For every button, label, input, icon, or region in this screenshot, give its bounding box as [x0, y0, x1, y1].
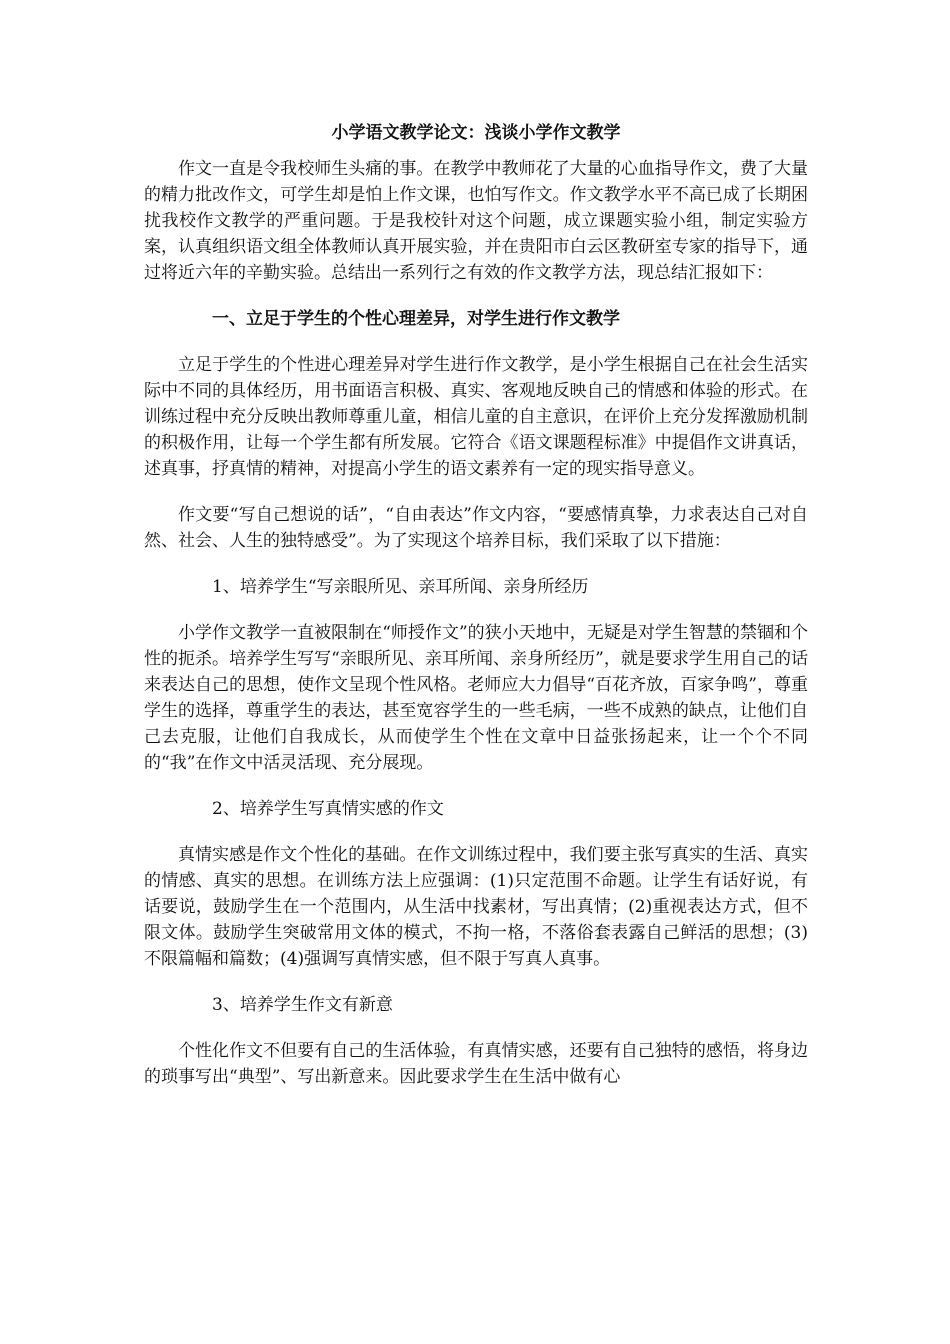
subsection-1-heading: 1、培养学生“写亲眼所见、亲耳所闻、亲身所经历 — [212, 577, 589, 597]
document-page — [144, 118, 808, 1090]
intro-paragraph: 作文一直是令我校师生头痛的事。在教学中教师花了大量的心血指导作文，费了大量的精力批改作文，可学生却是怕上作文课，也怕写作文。作文教学水平不高已成了长期困扰我校作文教学的严重问题。于是我校针对这个问题，成立课题实验小组，制定实验方案，认真组织语文组全体教师认真开展实验，并在贵阳市白云区教研室专家的指导下，通过将近六年的辛勤实验。总结出一系列行之有效的作文教学方法，现总结汇报如下： — [144, 159, 808, 283]
document-title: 小学语文教学论文：浅谈小学作文教学 — [331, 123, 621, 143]
subsection-2-paragraph: 真情实感是作文个性化的基础。在作文训练过程中，我们要主张写真实的生活、真实的情感、真实的思想。在训练方法上应强调：(1)只定范围不命题。让学生有话好说，有话要说，鼓励学生在一个范围内，从生活中找素材，写出真情；(2)重视表达方式，但不限文体。鼓励学生突破常用文体的模式，不拘一格，不落俗套表露自己鲜活的思想；(3)不限篇幅和篇数；(4)强调写真情实感，但不限于写真人真事。 — [144, 845, 808, 969]
subsection-2-heading: 2、培养学生写真情实感的作文 — [212, 799, 444, 819]
subsection-1-paragraph: 小学作文教学一直被限制在“师授作文”的狭小天地中，无疑是对学生智慧的禁锢和个性的扼杀。培养学生写写“亲眼所见、亲耳所闻、亲身所经历”，就是要求学生用自己的话来表达自己的思想，使作文呈现个性风格。老师应大力倡导“百花齐放，百家争鸣”，尊重学生的选择，尊重学生的表达，甚至宽容学生的一些毛病，一些不成熟的缺点，让他们自己去克服，让他们自我成长，从而使学生个性在文章中日益张扬起来，让一个个不同的“我”在作文中活灵活现、充分展现。 — [144, 623, 808, 773]
subsection-3-heading: 3、培养学生作文有新意 — [212, 995, 393, 1015]
section-1-paragraph-2: 作文要“写自己想说的话”，“自由表达”作文内容，“要感情真挚，力求表达自己对自然、社会、人生的独特感受”。为了实现这个培养目标，我们采取了以下措施： — [144, 505, 808, 551]
section-1-heading: 一、立足于学生的个性心理差异，对学生进行作文教学 — [212, 309, 620, 329]
section-1-paragraph-1: 立足于学生的个性进心理差异对学生进行作文教学，是小学生根据自己在社会生活实际中不同的具体经历，用书面语言积极、真实、客观地反映自己的情感和体验的形式。在训练过程中充分反映出教师尊重儿童，相信儿童的自主意识，在评价上充分发挥激励机制的积极作用，让每一个学生都有所发展。它符合《语文课题程标准》中提倡作文讲真话，述真事，抒真情的精神，对提高小学生的语文素养有一定的现实指导意义。 — [144, 355, 808, 479]
subsection-3-paragraph: 个性化作文不但要有自己的生活体验，有真情实感，还要有自己独特的感悟，将身边的琐事写出“典型”、写出新意来。因此要求学生在生活中做有心 — [144, 1041, 808, 1087]
